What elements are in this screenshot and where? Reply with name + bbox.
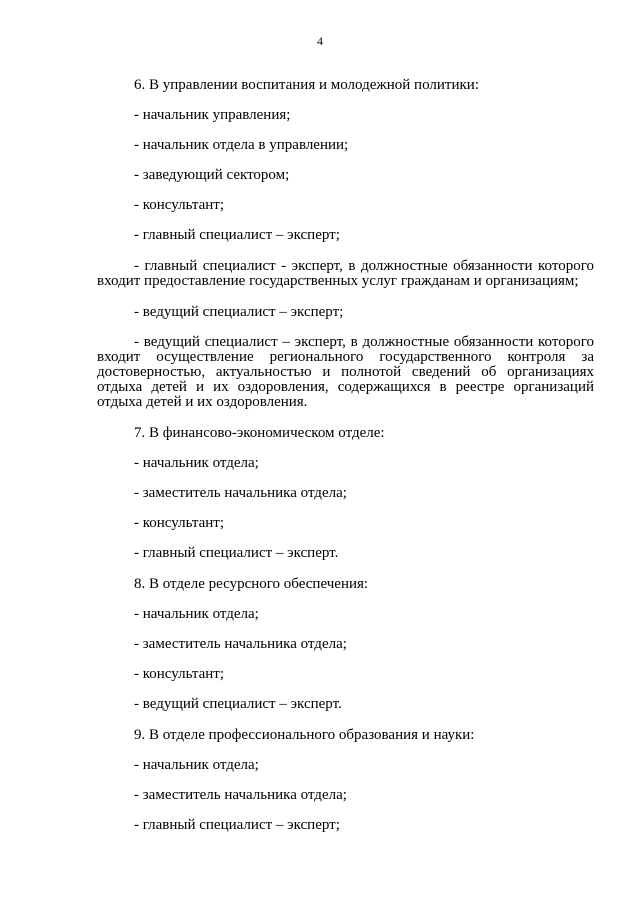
section-9-item: - начальник отдела; xyxy=(134,757,259,773)
section-6-item: - ведущий специалист – эксперт; xyxy=(134,304,344,320)
section-8-item: - заместитель начальника отдела; xyxy=(134,636,347,652)
document-body xyxy=(97,78,594,833)
section-8-item: - консультант; xyxy=(134,666,224,682)
section-8-heading: 8. В отделе ресурсного обеспечения: xyxy=(134,576,369,592)
section-9-item: - главный специалист – эксперт; xyxy=(134,817,340,833)
section-6-item: - главный специалист - эксперт, в должностные обязанности которого входит предоставление государственных услуг гражданам и организациям; xyxy=(97,258,594,289)
section-6-item: - ведущий специалист – эксперт, в должностные обязанности которого входит осуществление регионального государственного контроля за достоверностью, актуальностью и полнотой сведений об организациях отдыха детей и их оздоровления, содержащихся в реестре организаций отдыха детей и их оздоровления. xyxy=(97,334,594,410)
section-8-item: - начальник отдела; xyxy=(134,606,259,622)
section-7-item: - заместитель начальника отдела; xyxy=(134,485,347,501)
section-7-heading: 7. В финансово-экономическом отделе: xyxy=(134,425,385,441)
page-number: 4 xyxy=(317,34,323,48)
section-8-item: - ведущий специалист – эксперт. xyxy=(134,696,342,712)
section-9-heading: 9. В отделе профессионального образования и науки: xyxy=(134,727,475,743)
section-7-item: - консультант; xyxy=(134,515,224,531)
section-6-item: - главный специалист – эксперт; xyxy=(134,227,340,243)
section-6-item: - консультант; xyxy=(134,197,224,213)
section-7-item: - начальник отдела; xyxy=(134,455,259,471)
section-6-heading: 6. В управлении воспитания и молодежной политики: xyxy=(134,77,479,93)
section-9-item: - заместитель начальника отдела; xyxy=(134,787,347,803)
section-6-item: - заведующий сектором; xyxy=(134,167,290,183)
section-7-item: - главный специалист – эксперт. xyxy=(134,545,339,561)
section-6-item: - начальник отдела в управлении; xyxy=(134,137,349,153)
section-6-item: - начальник управления; xyxy=(134,107,291,123)
